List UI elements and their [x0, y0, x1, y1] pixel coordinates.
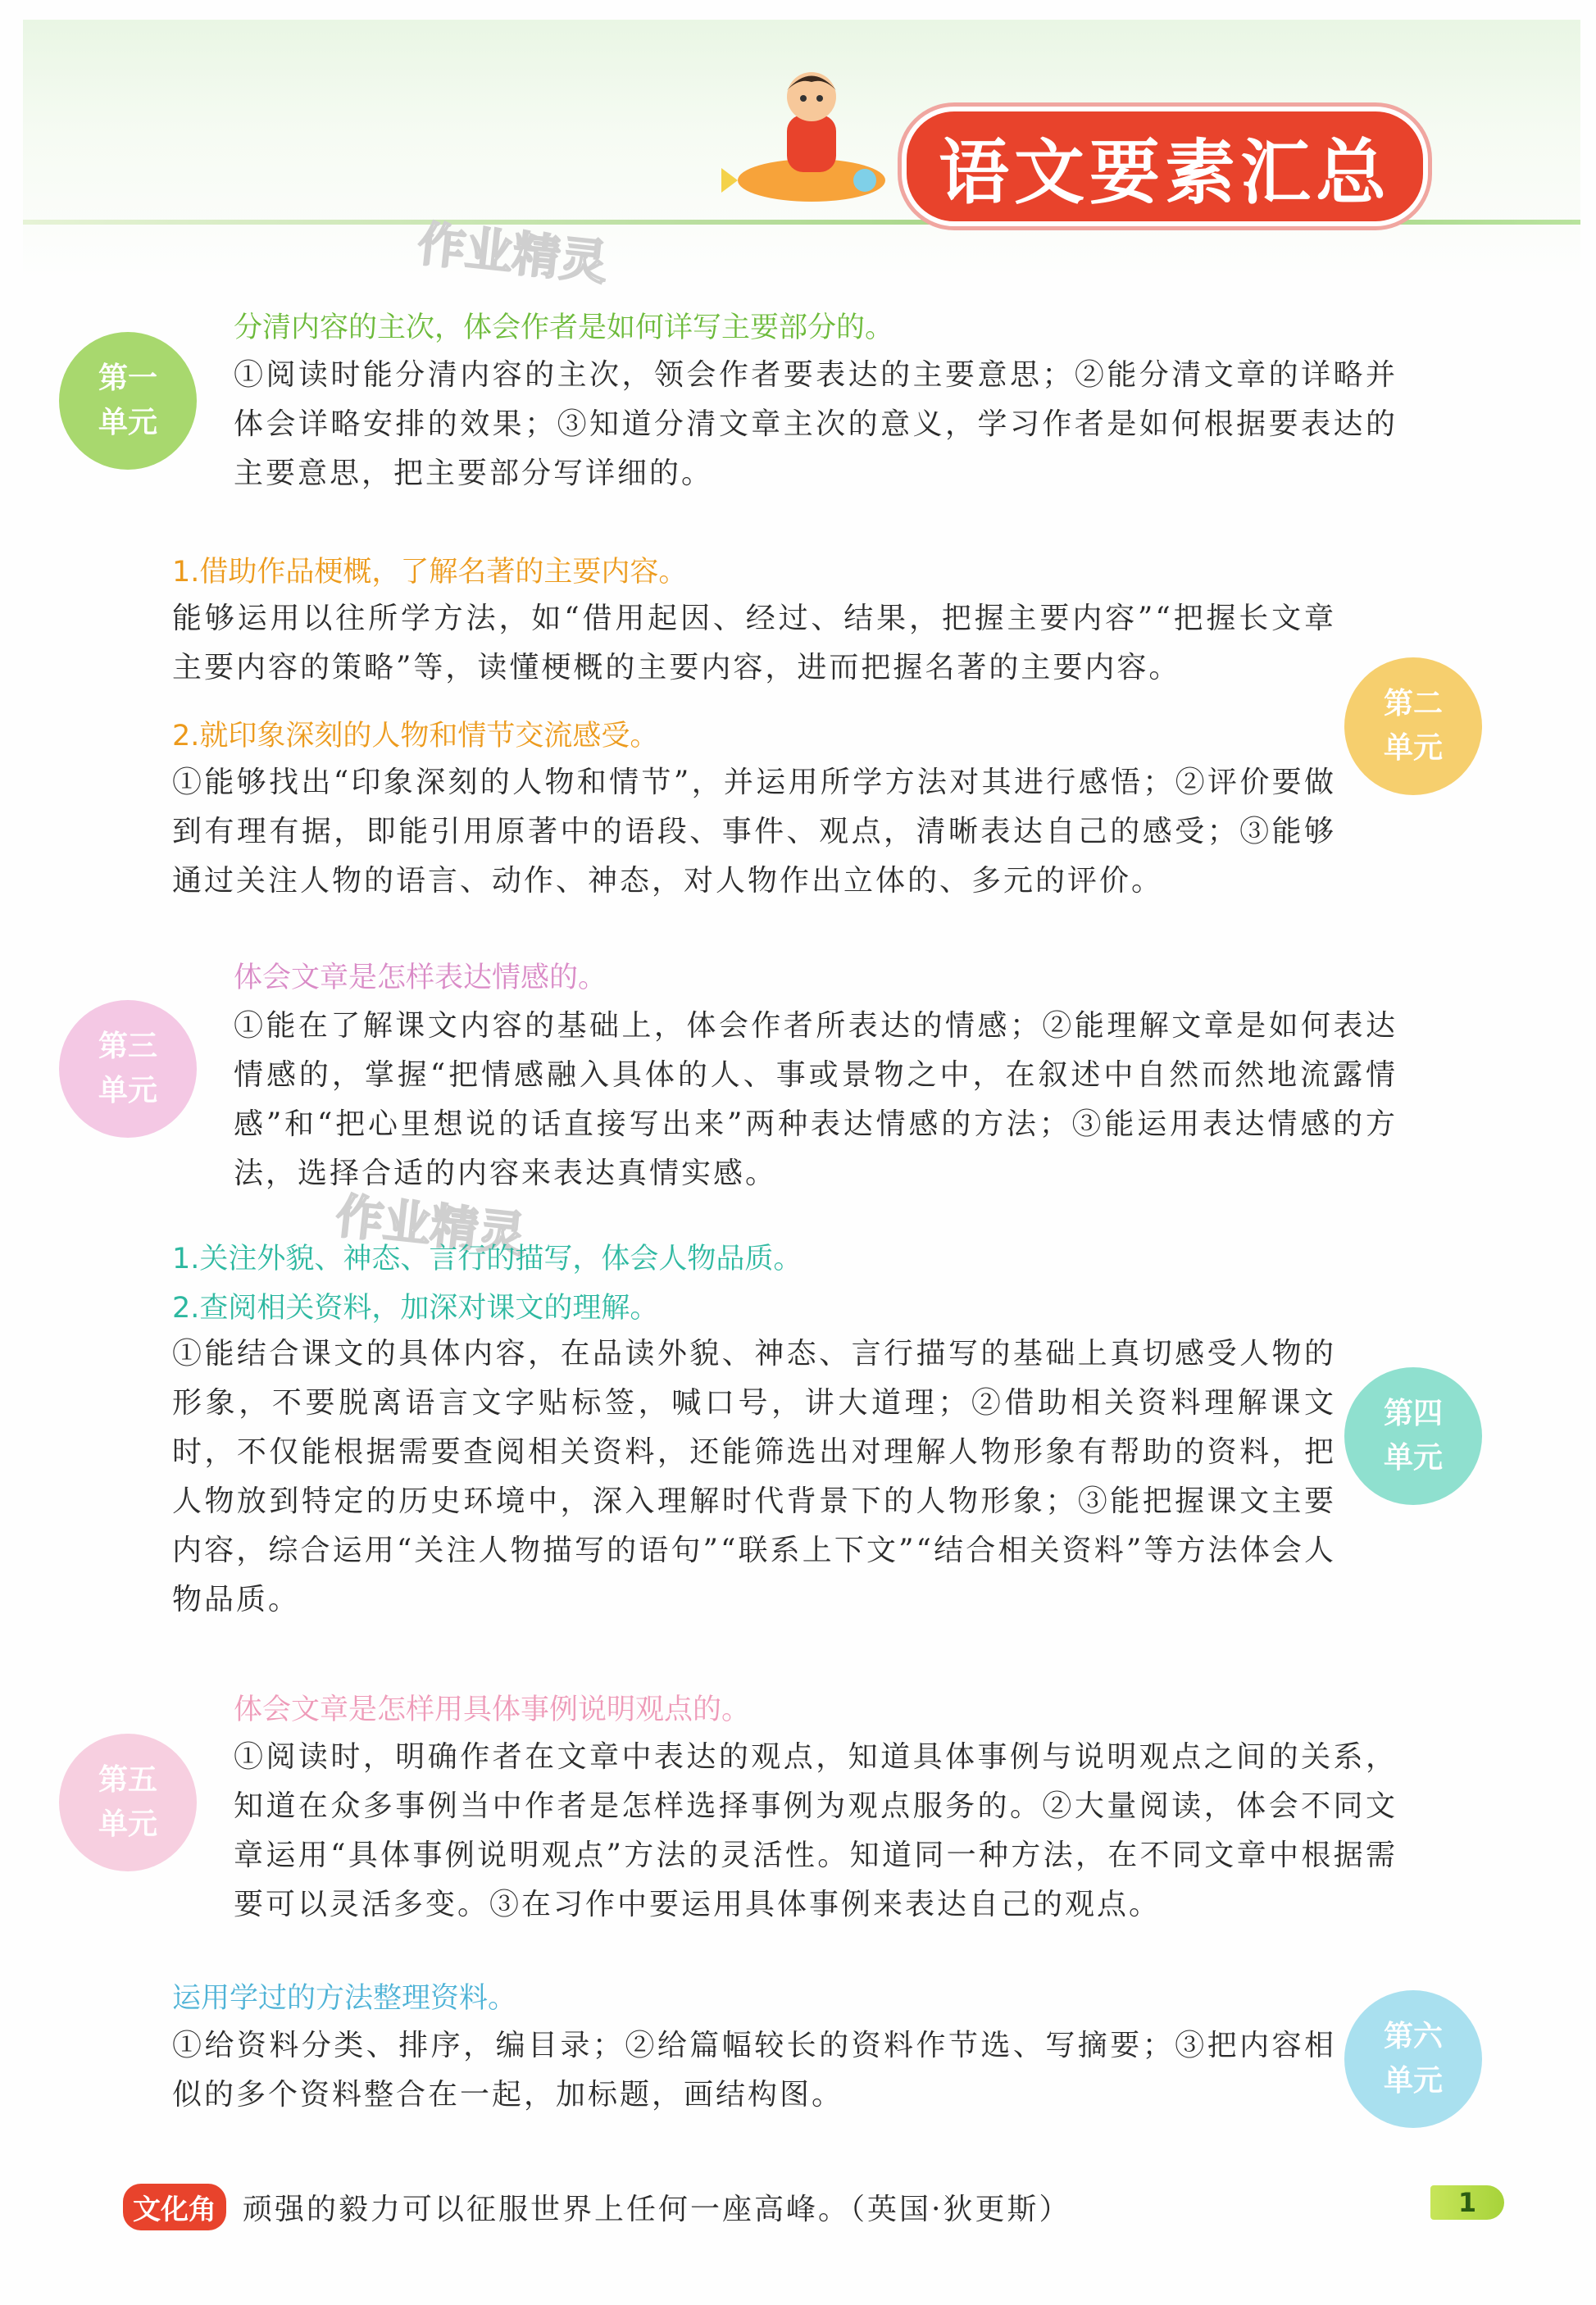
unit-4-badge — [1344, 1367, 1482, 1505]
unit-3-paragraph: ①能在了解课文内容的基础上，体会作者所表达的情感；②能理解文章是如何表达情感的，掌握“把情感融入具体的人、事或景物之中，在叙述中自然而然地流露情感”和“把心里想说的话直接写出来”两种表达情感的方法；③能运用表达情感的方法，选择合适的内容来表达真情实感。 — [234, 1009, 1398, 1190]
badge-line-2: 单元 — [1383, 2064, 1443, 2098]
unit-2-paragraph-1: 能够运用以往所学方法，如“借用起因、经过、结果，把握主要内容”“把握长文章主要内容的策略”等，读懂梗概的主要内容，进而把握名著的主要内容。 — [172, 602, 1336, 684]
unit-3-badge — [59, 1000, 197, 1138]
badge-line-1: 第五 — [98, 1763, 157, 1797]
badge-line-2: 单元 — [98, 406, 157, 439]
unit-3-title: 体会文章是怎样表达情感的。 — [234, 962, 607, 994]
unit-4-paragraph: ①能结合课文的具体内容，在品读外貌、神态、言行描写的基础上真切感受人物的形象，不要脱离语言文字贴标签，喊口号，讲大道理；②借助相关资料理解课文时，不仅能根据需要查阅相关资料，还能筛选出对理解人物形象有帮助的资料，把人物放到特定的历史环境中，深入理解时代背景下的人物形象；③能把握课文主要内容，综合运用“关注人物描写的语句”“联系上下文”“结合相关资料”等方法体会人物品质。 — [172, 1337, 1336, 1616]
unit-5-badge — [59, 1734, 197, 1871]
footer-quote: 顽强的毅力可以征服世界上任何一座高峰。（英国·狄更斯） — [243, 2193, 1071, 2226]
badge-line-1: 第四 — [1383, 1397, 1443, 1430]
unit-5-paragraph: ①阅读时，明确作者在文章中表达的观点，知道具体事例与说明观点之间的关系，知道在众多事例当中作者是怎样选择事例为观点服务的。②大量阅读，体会不同文章运用“具体事例说明观点”方法的灵活性。知道同一种方法，在不同文章中根据需要可以灵活多变。③在习作中要运用具体事例来表达自己的观点。 — [234, 1740, 1398, 1921]
unit-5-title: 体会文章是怎样用具体事例说明观点的。 — [234, 1694, 751, 1726]
unit-6-badge — [1344, 1990, 1482, 2128]
unit-2-title-2: 2.就印象深刻的人物和情节交流感受。 — [172, 720, 659, 752]
unit-6-paragraph: ①给资料分类、排序，编目录；②给篇幅较长的资料作节选、写摘要；③把内容相似的多个资料整合在一起，加标题，画结构图。 — [172, 2029, 1336, 2112]
unit-4-title-1: 1.关注外貌、神态、言行的描写，体会人物品质。 — [172, 1243, 803, 1275]
badge-line-1: 第一 — [98, 361, 157, 395]
unit-2-badge — [1344, 657, 1482, 795]
badge-line-2: 单元 — [1383, 1441, 1443, 1475]
badge-line-1: 第六 — [1383, 2020, 1443, 2053]
watermark-middle: 作业精灵 — [333, 1188, 529, 1263]
watermark-top: 作业精灵 — [415, 216, 611, 291]
badge-line-2: 单元 — [1383, 731, 1443, 765]
badge-line-1: 第二 — [1383, 687, 1443, 721]
unit-6-title: 运用学过的方法整理资料。 — [172, 1982, 517, 2015]
unit-1-paragraph: ①阅读时能分清内容的主次，领会作者要表达的主要意思；②能分清文章的详略并体会详略安排的效果；③知道分清文章主次的意义，学习作者是如何根据要表达的主要意思，把主要部分写详细的。 — [234, 358, 1398, 490]
rocket-boy-mascot — [721, 57, 902, 221]
unit-4-title-2: 2.查阅相关资料，加深对课文的理解。 — [172, 1292, 659, 1325]
unit-2-title-1: 1.借助作品梗概，了解名著的主要内容。 — [172, 556, 688, 589]
unit-1-badge — [59, 332, 197, 470]
unit-2-paragraph-2: ①能够找出“印象深刻的人物和情节”，并运用所学方法对其进行感悟；②评价要做到有理有据，即能引用原著中的语段、事件、观点，清晰表达自己的感受；③能够通过关注人物的语言、动作、神态，对人物作出立体的、多元的评价。 — [172, 766, 1336, 898]
unit-1-title: 分清内容的主次，体会作者是如何详写主要部分的。 — [234, 311, 894, 344]
badge-line-1: 第三 — [98, 1030, 157, 1063]
page-number: 1 — [1430, 2185, 1504, 2220]
badge-line-2: 单元 — [98, 1807, 157, 1841]
footer-quote-bar — [123, 2184, 1071, 2230]
culture-corner-tag: 文化角 — [123, 2184, 226, 2230]
page-title: 语文要素汇总 — [939, 132, 1391, 214]
badge-line-2: 单元 — [98, 1074, 157, 1107]
page-title-banner — [902, 107, 1428, 226]
